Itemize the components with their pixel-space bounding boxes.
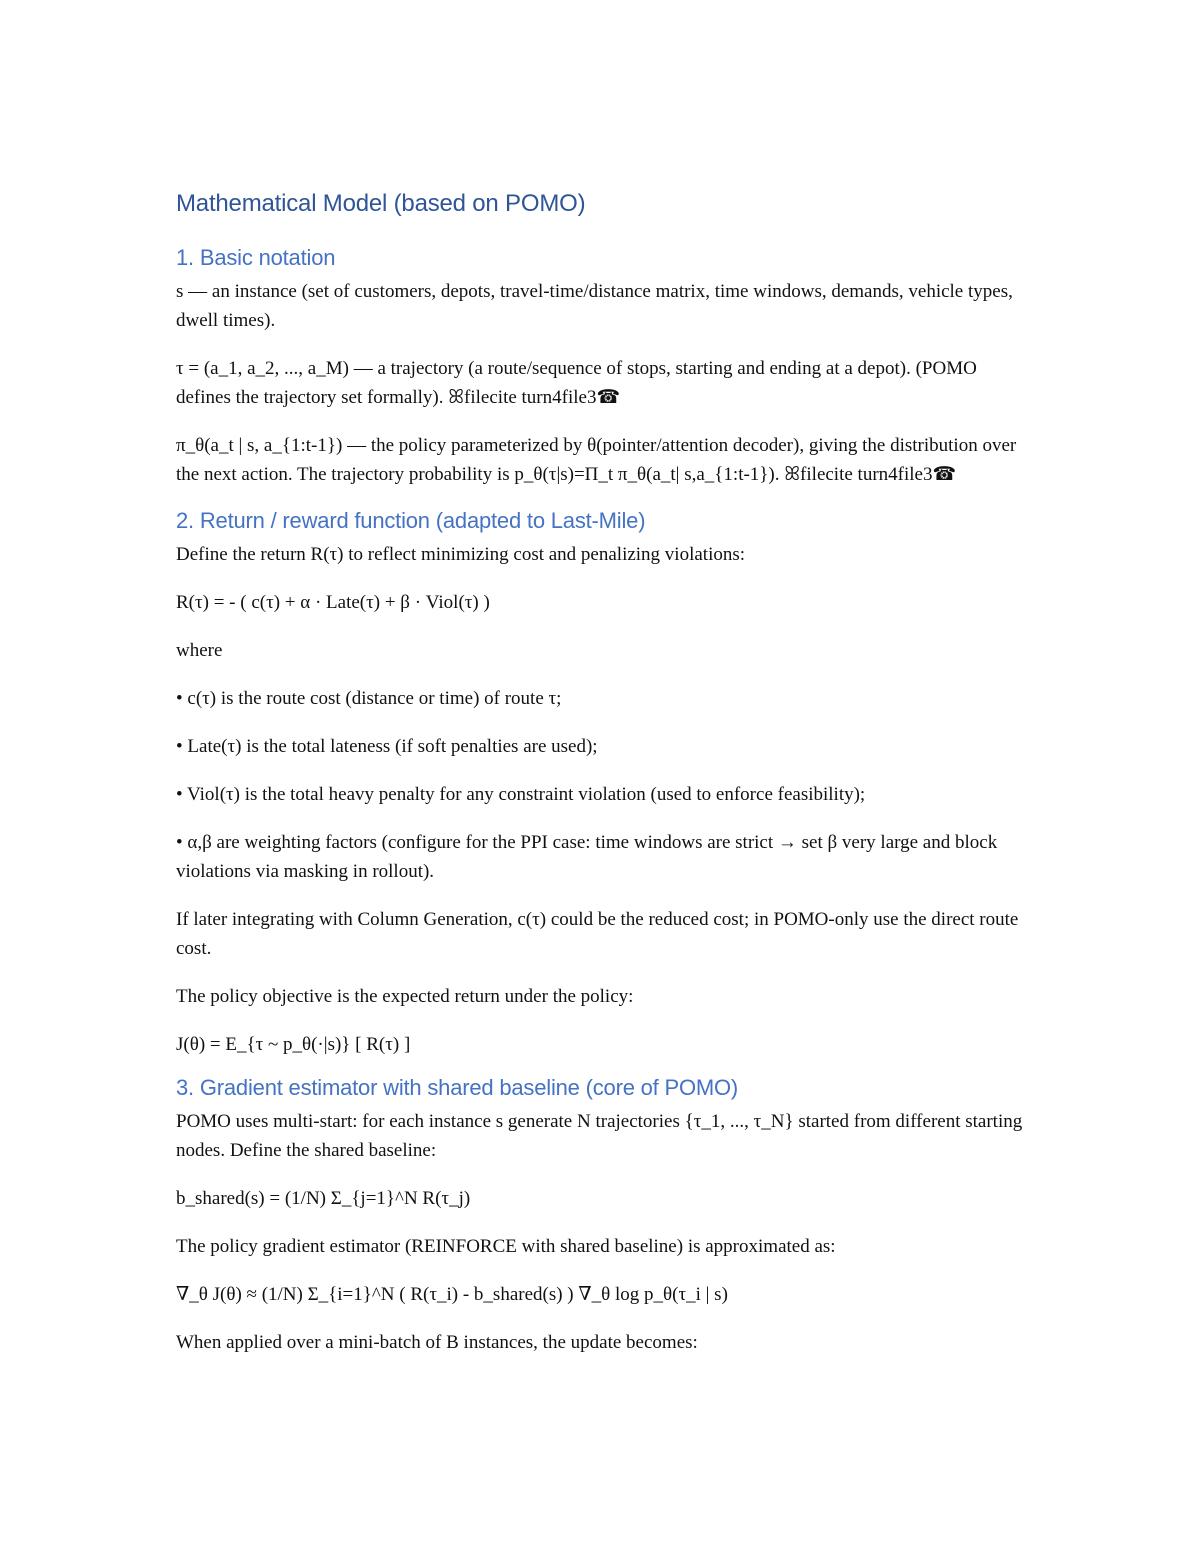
section-heading: 3. Gradient estimator with shared baseline (core of POMO) (176, 1075, 739, 1100)
paragraph: s — an instance (set of customers, depots, travel-time/distance matrix, time windows, demands, vehicle types, dwell times). (176, 281, 1013, 331)
document-page (176, 190, 1026, 1376)
section-basic-notation (176, 245, 1026, 489)
section-gradient-estimator (176, 1075, 1026, 1357)
paragraph: τ = (a_1, a_2, ..., a_M) — a trajectory (a route/sequence of stops, starting and ending at a depot). (POMO defines the trajectory set formally). ꕤfilecite turn4file3☎ (176, 358, 977, 408)
equation: R(τ) = - ( c(τ) + α · Late(τ) + β · Viol(τ) ) (176, 592, 490, 613)
section-heading: 2. Return / reward function (adapted to Last-Mile) (176, 508, 646, 533)
section-return-reward (176, 508, 1026, 1059)
bullet-item: • Viol(τ) is the total heavy penalty for any constraint violation (used to enforce feasibility); (176, 784, 866, 805)
document-title: Mathematical Model (based on POMO) (176, 190, 586, 217)
paragraph: If later integrating with Column Generation, c(τ) could be the reduced cost; in POMO-only use the direct route cost. (176, 909, 1019, 959)
paragraph: When applied over a mini-batch of B instances, the update becomes: (176, 1332, 698, 1353)
equation: b_shared(s) = (1/N) Σ_{j=1}^N R(τ_j) (176, 1188, 471, 1209)
paragraph: The policy gradient estimator (REINFORCE with shared baseline) is approximated as: (176, 1236, 836, 1257)
paragraph: Define the return R(τ) to reflect minimizing cost and penalizing violations: (176, 544, 746, 565)
bullet-item: • c(τ) is the route cost (distance or time) of route τ; (176, 688, 562, 709)
section-heading: 1. Basic notation (176, 245, 336, 270)
bullet-item: • α,β are weighting factors (configure for the PPI case: time windows are strict → set β very large and block violations via masking in rollout). (176, 832, 998, 882)
paragraph: The policy objective is the expected return under the policy: (176, 986, 634, 1007)
paragraph: π_θ(a_t | s, a_{1:t-1}) — the policy parameterized by θ(pointer/attention decoder), giving the distribution over the next action. The trajectory probability is p_θ(τ|s)=Π_t π_θ(a_t| s,a_{1:t-1}). ꕤfilecite turn4file3☎ (176, 435, 1017, 485)
equation: J(θ) = E_{τ ~ p_θ(·|s)} [ R(τ) ] (176, 1034, 411, 1055)
paragraph: where (176, 640, 223, 661)
paragraph: POMO uses multi-start: for each instance s generate N trajectories {τ_1, ..., τ_N} started from different starting nodes. Define the shared baseline: (176, 1111, 1023, 1161)
bullet-item: • Late(τ) is the total lateness (if soft penalties are used); (176, 736, 598, 757)
equation: ∇_θ J(θ) ≈ (1/N) Σ_{i=1}^N ( R(τ_i) - b_shared(s) ) ∇_θ log p_θ(τ_i | s) (176, 1284, 728, 1305)
